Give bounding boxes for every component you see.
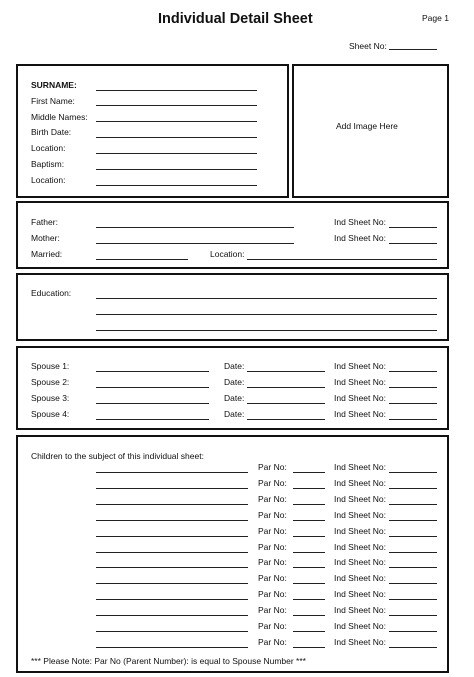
spouse-name-field[interactable]: [96, 419, 209, 420]
spouse-ind-sheet-label: Ind Sheet No:: [334, 361, 386, 371]
child-ind-sheet-field[interactable]: [389, 599, 437, 600]
image-placeholder-box[interactable]: [292, 64, 449, 198]
first-name-field[interactable]: [96, 105, 257, 106]
father-ind-sheet-label: Ind Sheet No:: [334, 217, 386, 227]
spouse-ind-sheet-field[interactable]: [389, 419, 437, 420]
image-placeholder-label: Add Image Here: [336, 121, 398, 131]
spouse-name-field[interactable]: [96, 371, 209, 372]
child-ind-sheet-field[interactable]: [389, 504, 437, 505]
child-ind-sheet-label: Ind Sheet No:: [334, 525, 386, 536]
child-ind-sheet-label: Ind Sheet No:: [334, 477, 386, 488]
child-par-no-field[interactable]: [293, 488, 325, 489]
mother-field[interactable]: [96, 243, 294, 244]
mother-ind-sheet-label: Ind Sheet No:: [334, 233, 386, 243]
spouse-date-label: Date:: [224, 393, 245, 403]
father-label: Father:: [31, 217, 58, 227]
child-name-field[interactable]: [96, 488, 248, 489]
spouse-label: Spouse 2:: [31, 377, 70, 387]
education-label: Education:: [31, 288, 72, 298]
child-ind-sheet-label: Ind Sheet No:: [334, 493, 386, 504]
mother-ind-sheet-field[interactable]: [389, 243, 437, 244]
sheet-no-label: Sheet No:: [349, 41, 387, 51]
child-name-field[interactable]: [96, 472, 248, 473]
birth-location-label: Location:: [31, 143, 66, 153]
education-field-3[interactable]: [96, 330, 437, 331]
education-field-1[interactable]: [96, 298, 437, 299]
spouse-date-label: Date:: [224, 377, 245, 387]
child-par-no-field[interactable]: [293, 504, 325, 505]
child-name-field[interactable]: [96, 583, 248, 584]
child-ind-sheet-field[interactable]: [389, 615, 437, 616]
child-ind-sheet-field[interactable]: [389, 552, 437, 553]
child-name-field[interactable]: [96, 536, 248, 537]
child-par-no-label: Par No:: [258, 493, 287, 504]
child-par-no-label: Par No:: [258, 462, 287, 472]
spouse-date-field[interactable]: [247, 371, 325, 372]
father-ind-sheet-field[interactable]: [389, 227, 437, 228]
child-par-no-label: Par No:: [258, 621, 287, 631]
child-par-no-label: Par No:: [258, 605, 287, 616]
child-par-no-field[interactable]: [293, 552, 325, 553]
child-name-field[interactable]: [96, 615, 248, 616]
middle-names-label: Middle Names:: [31, 112, 88, 122]
baptism-location-label: Location:: [31, 175, 66, 185]
baptism-field[interactable]: [96, 169, 257, 170]
child-par-no-field[interactable]: [293, 599, 325, 600]
child-name-field[interactable]: [96, 647, 248, 648]
spouse-date-field[interactable]: [247, 419, 325, 420]
child-ind-sheet-field[interactable]: [389, 488, 437, 489]
spouse-date-field[interactable]: [247, 387, 325, 388]
birth-location-field[interactable]: [96, 153, 257, 154]
par-no-note: *** Please Note: Par No (Parent Number): is equal to Spouse Number ***: [31, 656, 306, 666]
child-ind-sheet-label: Ind Sheet No:: [334, 557, 386, 568]
married-label: Married:: [31, 249, 63, 259]
spouse-ind-sheet-label: Ind Sheet No:: [334, 377, 386, 387]
spouse-label: Spouse 4:: [31, 409, 70, 419]
page-number: Page 1: [422, 13, 449, 23]
child-ind-sheet-field[interactable]: [389, 536, 437, 537]
child-ind-sheet-label: Ind Sheet No:: [334, 636, 386, 647]
spouse-date-label: Date:: [224, 409, 245, 419]
married-field[interactable]: [96, 259, 188, 260]
child-ind-sheet-label: Ind Sheet No:: [334, 509, 386, 520]
child-par-no-field[interactable]: [293, 583, 325, 584]
spouse-ind-sheet-field[interactable]: [389, 387, 437, 388]
child-ind-sheet-label: Ind Sheet No:: [334, 621, 386, 631]
child-par-no-field[interactable]: [293, 536, 325, 537]
spouse-name-field[interactable]: [96, 403, 209, 404]
child-ind-sheet-label: Ind Sheet No:: [334, 589, 386, 600]
middle-names-field[interactable]: [96, 121, 257, 122]
child-par-no-label: Par No:: [258, 541, 287, 552]
child-name-field[interactable]: [96, 567, 248, 568]
child-par-no-label: Par No:: [258, 477, 287, 488]
sheet-no-field[interactable]: [389, 49, 437, 50]
married-location-field[interactable]: [247, 259, 437, 260]
child-name-field[interactable]: [96, 552, 248, 553]
married-location-label: Location:: [210, 249, 245, 259]
baptism-label: Baptism:: [31, 159, 65, 169]
page-title: Individual Detail Sheet: [158, 11, 313, 27]
spouse-ind-sheet-field[interactable]: [389, 371, 437, 372]
spouse-ind-sheet-label: Ind Sheet No:: [334, 409, 386, 419]
baptism-location-field[interactable]: [96, 185, 257, 186]
birth-date-label: Birth Date:: [31, 127, 72, 137]
child-par-no-label: Par No:: [258, 525, 287, 536]
children-heading: Children to the subject of this individual sheet:: [31, 451, 204, 461]
child-ind-sheet-field[interactable]: [389, 631, 437, 632]
surname-label: SURNAME:: [31, 80, 77, 90]
child-par-no-field[interactable]: [293, 647, 325, 648]
child-ind-sheet-field[interactable]: [389, 647, 437, 648]
child-ind-sheet-label: Ind Sheet No:: [334, 541, 386, 552]
child-par-no-field[interactable]: [293, 631, 325, 632]
child-par-no-field[interactable]: [293, 520, 325, 521]
child-ind-sheet-label: Ind Sheet No:: [334, 462, 386, 472]
child-ind-sheet-field[interactable]: [389, 583, 437, 584]
child-par-no-label: Par No:: [258, 573, 287, 584]
education-field-2[interactable]: [96, 314, 437, 315]
child-name-field[interactable]: [96, 599, 248, 600]
spouse-ind-sheet-field[interactable]: [389, 403, 437, 404]
child-ind-sheet-label: Ind Sheet No:: [334, 573, 386, 584]
child-ind-sheet-label: Ind Sheet No:: [334, 605, 386, 616]
child-par-no-label: Par No:: [258, 557, 287, 568]
birth-date-field[interactable]: [96, 137, 257, 138]
spouse-label: Spouse 1:: [31, 361, 70, 371]
mother-label: Mother:: [31, 233, 60, 243]
child-ind-sheet-field[interactable]: [389, 472, 437, 473]
spouse-ind-sheet-label: Ind Sheet No:: [334, 393, 386, 403]
child-par-no-label: Par No:: [258, 636, 287, 647]
child-name-field[interactable]: [96, 504, 248, 505]
child-name-field[interactable]: [96, 520, 248, 521]
spouse-date-label: Date:: [224, 361, 245, 371]
child-ind-sheet-field[interactable]: [389, 520, 437, 521]
child-name-field[interactable]: [96, 631, 248, 632]
child-par-no-label: Par No:: [258, 589, 287, 600]
child-par-no-field[interactable]: [293, 567, 325, 568]
child-ind-sheet-field[interactable]: [389, 567, 437, 568]
surname-field[interactable]: [96, 90, 257, 91]
spouse-label: Spouse 3:: [31, 393, 70, 403]
child-par-no-label: Par No:: [258, 509, 287, 520]
child-par-no-field[interactable]: [293, 472, 325, 473]
first-name-label: First Name:: [31, 96, 75, 106]
father-field[interactable]: [96, 227, 294, 228]
child-par-no-field[interactable]: [293, 615, 325, 616]
spouse-date-field[interactable]: [247, 403, 325, 404]
spouse-name-field[interactable]: [96, 387, 209, 388]
